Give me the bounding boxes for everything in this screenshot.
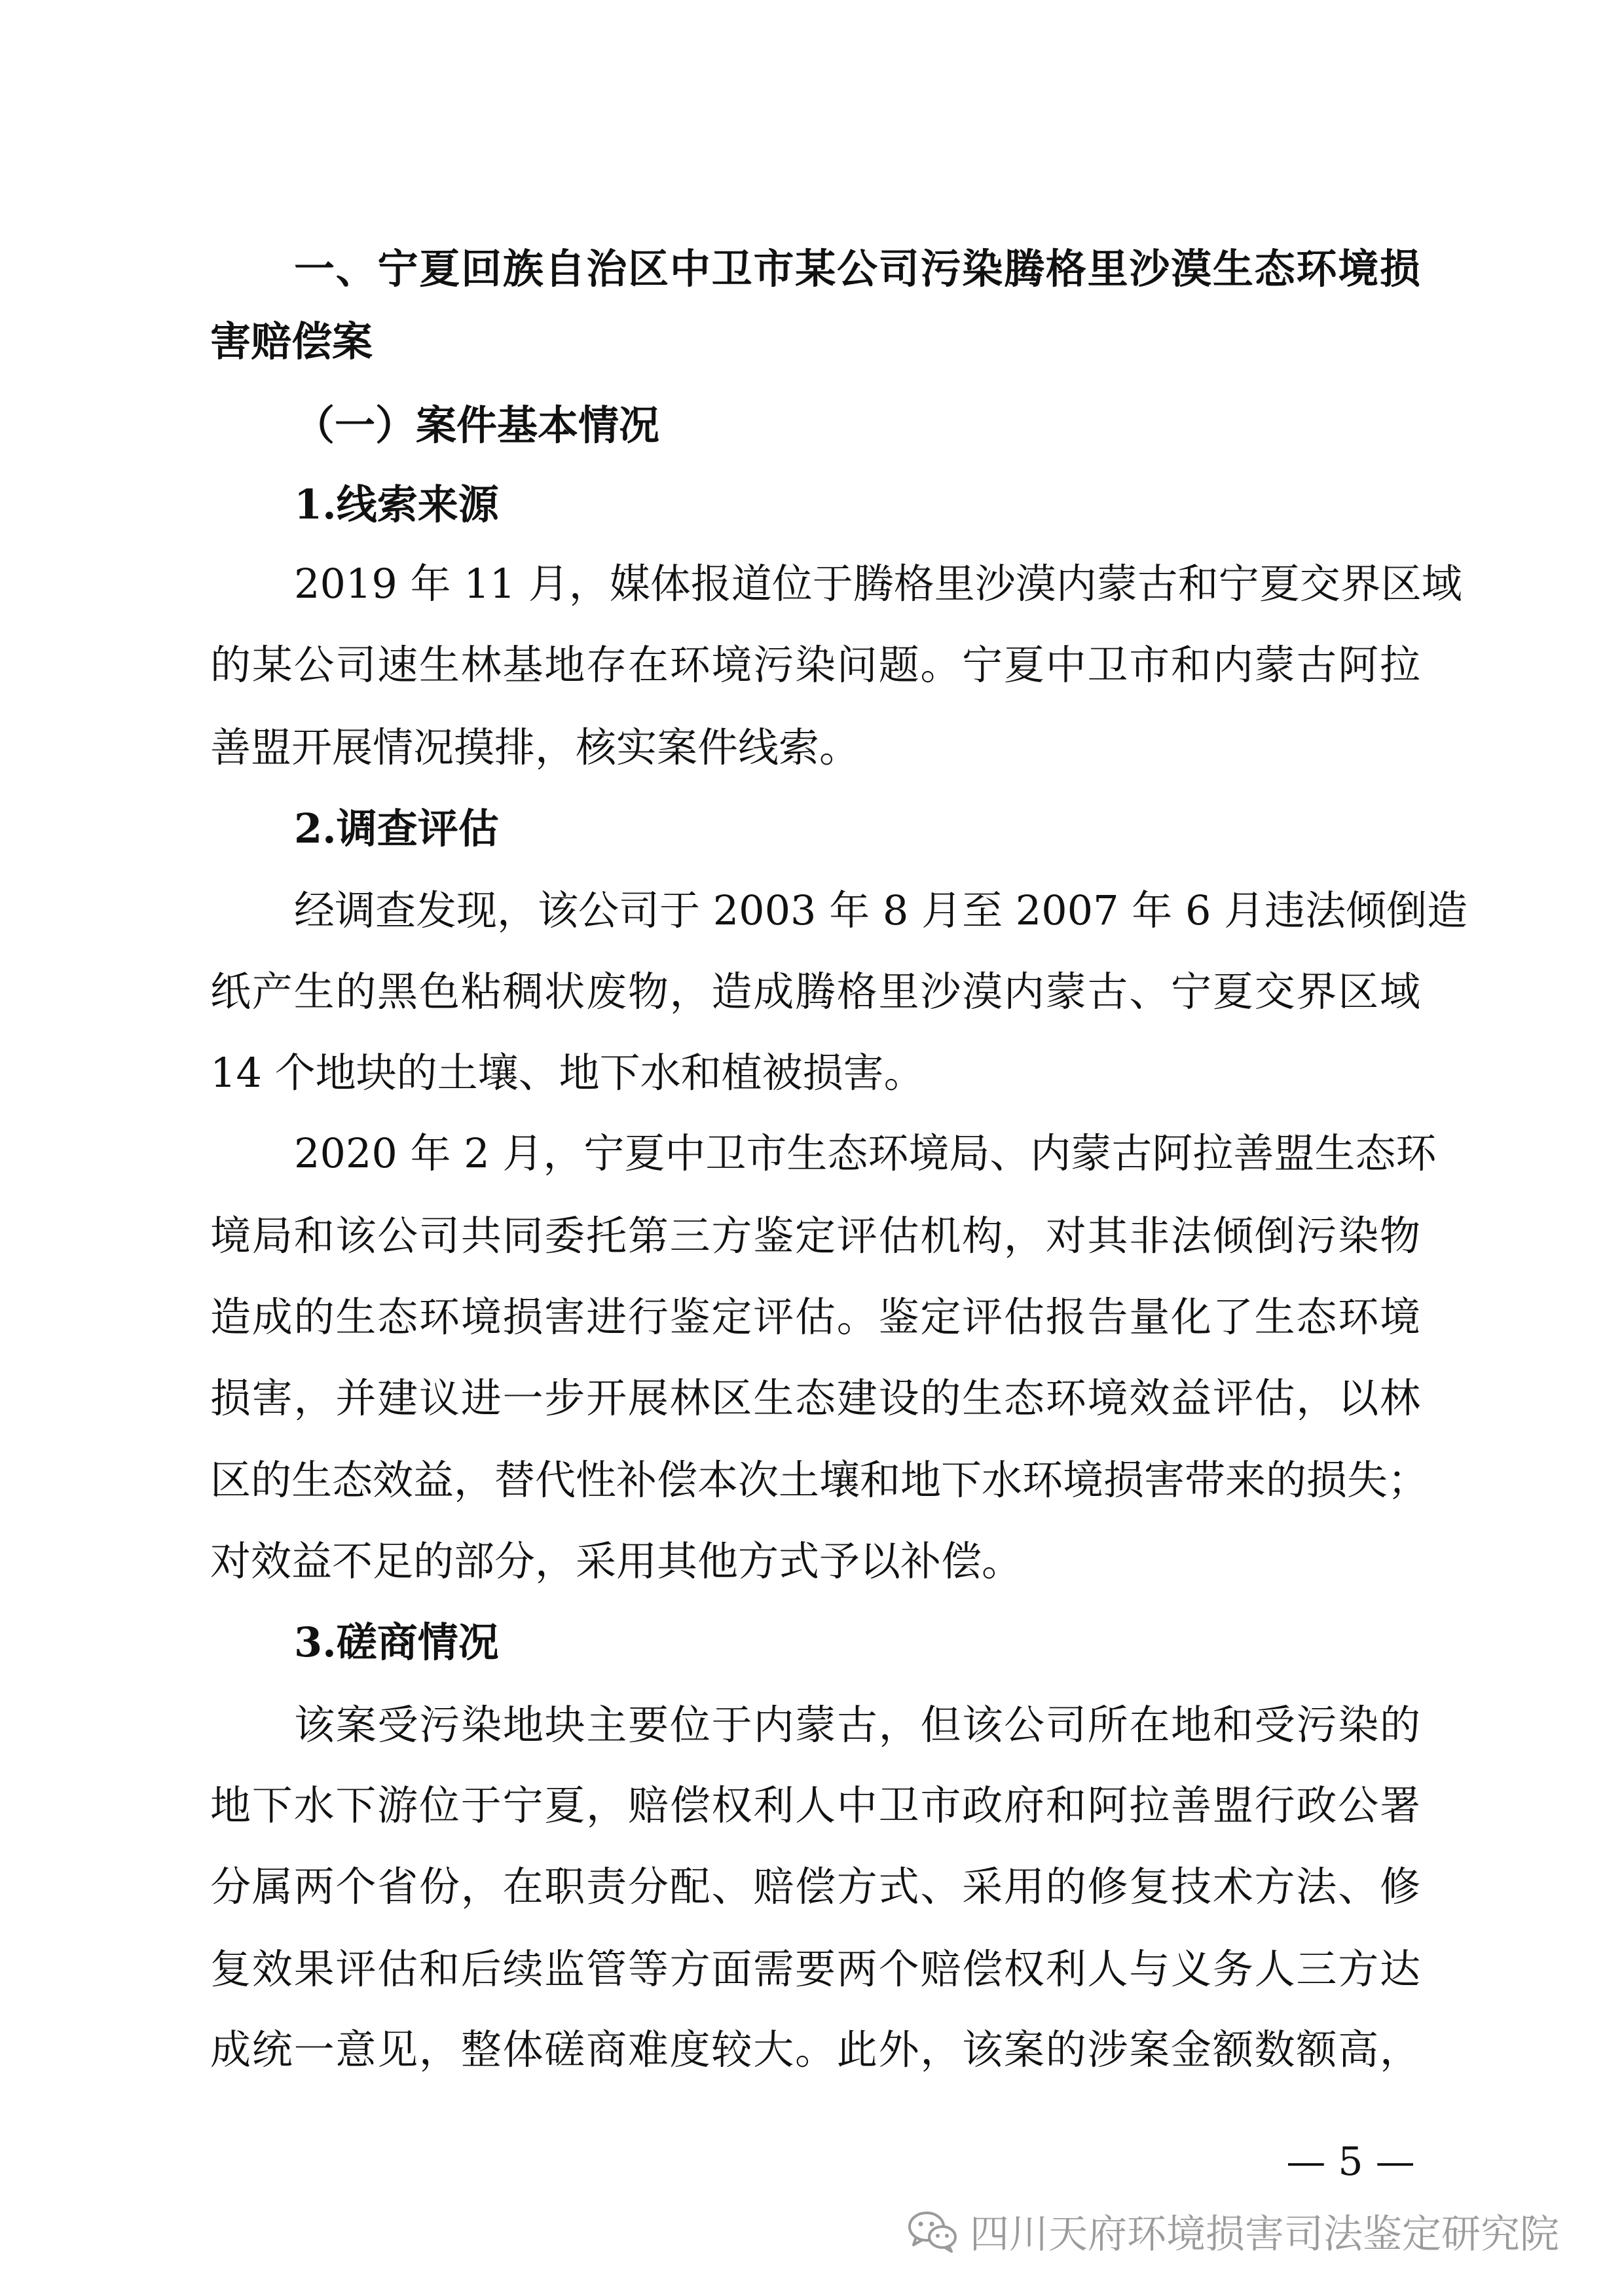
watermark-text: 四川天府环境损害司法鉴定研究院 — [970, 2212, 1559, 2257]
paragraph-line: 2019 年 11 月，媒体报道位于腾格里沙漠内蒙古和宁夏交界区域 — [294, 560, 1462, 608]
paragraph-line: 损害，并建议进一步开展林区生态建设的生态环境效益评估，以林 — [210, 1374, 1420, 1422]
watermark — [907, 2204, 1559, 2259]
paragraph-line: 经调查发现，该公司于 2003 年 8 月至 2007 年 6 月违法倾倒造 — [294, 886, 1468, 934]
case-title-line-2: 害赔偿案 — [210, 318, 373, 365]
paragraph-line: 的某公司速生林基地存在环境污染问题。宁夏中卫市和内蒙古阿拉 — [210, 641, 1420, 689]
paragraph-line: 复效果评估和后续监管等方面需要两个赔偿权利人与义务人三方达 — [210, 1945, 1420, 1993]
paragraph-line: 区的生态效益，替代性补偿本次土壤和地下水环境损害带来的损失； — [210, 1456, 1429, 1504]
paragraph-line: 14 个地块的土壤、地下水和植被损害。 — [210, 1049, 925, 1097]
paragraph-line: 成统一意见，整体磋商难度较大。此外，该案的涉案金额数额高， — [210, 2026, 1420, 2073]
subsection-heading-3: 3.磋商情况 — [294, 1618, 499, 1666]
paragraph-line: 纸产生的黑色粘稠状废物，造成腾格里沙漠内蒙古、宁夏交界区域 — [210, 968, 1420, 1015]
paragraph-line: 对效益不足的部分，采用其他方式予以补偿。 — [210, 1537, 1023, 1585]
section-heading: （一）案件基本情况 — [294, 401, 660, 449]
case-title-line-1: 一、宁夏回族自治区中卫市某公司污染腾格里沙漠生态环境损 — [294, 245, 1420, 293]
subsection-heading-1: 1.线索来源 — [294, 481, 499, 528]
page-number: — 5 — — [1286, 2139, 1415, 2185]
paragraph-line: 地下水下游位于宁夏，赔偿权利人中卫市政府和阿拉善盟行政公署 — [210, 1781, 1420, 1829]
wechat-icon — [907, 2208, 958, 2254]
paragraph-line: 境局和该公司共同委托第三方鉴定评估机构，对其非法倾倒污染物 — [210, 1212, 1420, 1260]
paragraph-line: 善盟开展情况摸排，核实案件线索。 — [210, 723, 860, 771]
paragraph-line: 2020 年 2 月，宁夏中卫市生态环境局、内蒙古阿拉善盟生态环 — [294, 1129, 1437, 1177]
paragraph-line: 分属两个省份，在职责分配、赔偿方式、采用的修复技术方法、修 — [210, 1863, 1420, 1910]
subsection-heading-2: 2.调查评估 — [294, 805, 499, 852]
paragraph-line: 该案受污染地块主要位于内蒙古，但该公司所在地和受污染的 — [294, 1701, 1420, 1749]
paragraph-line: 造成的生态环境损害进行鉴定评估。鉴定评估报告量化了生态环境 — [210, 1293, 1420, 1341]
